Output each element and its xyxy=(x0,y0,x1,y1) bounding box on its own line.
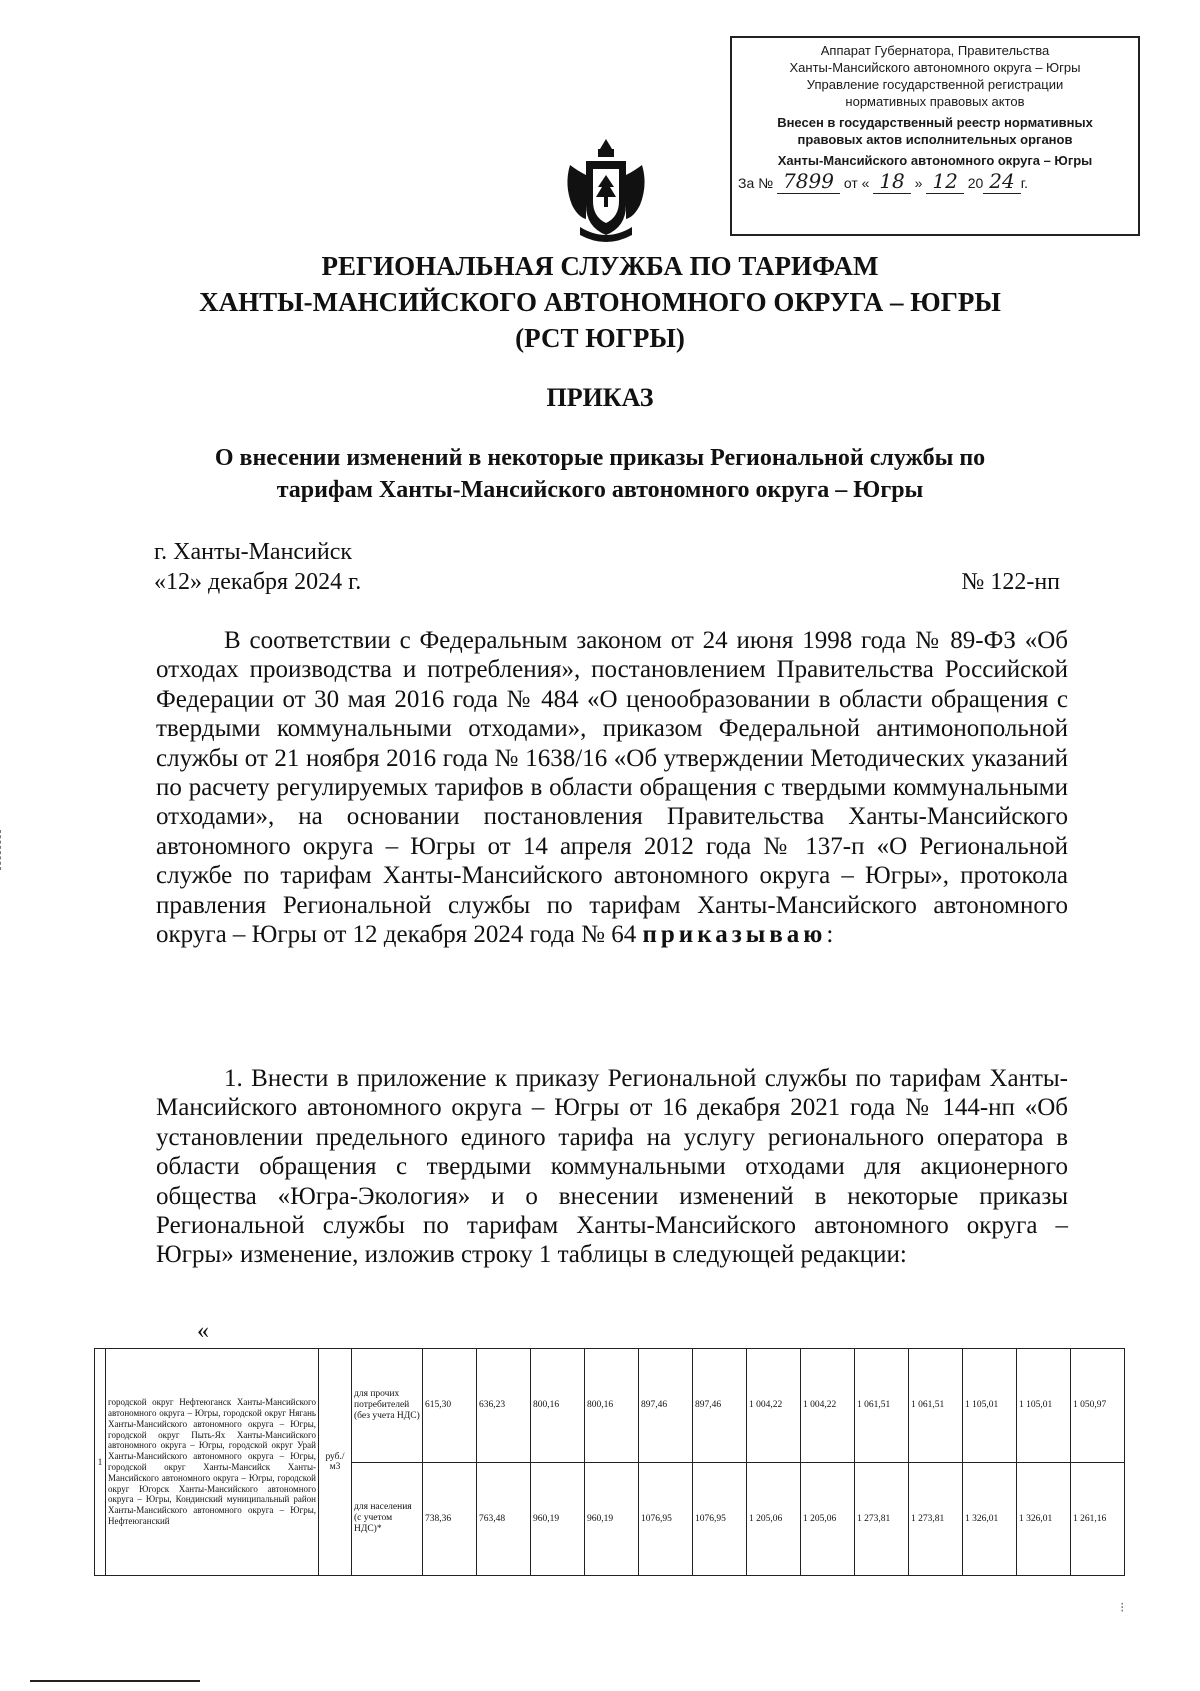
tariff-value: 738,36 xyxy=(423,1462,477,1576)
tariff-value: 1 004,22 xyxy=(801,1349,855,1463)
tariff-value: 615,30 xyxy=(423,1349,477,1463)
tariff-value: 1 061,51 xyxy=(909,1349,963,1463)
tariff-value: 1 105,01 xyxy=(963,1349,1017,1463)
stamp-line-2: Ханты-Мансийского автономного округа – Югры xyxy=(789,60,1081,75)
tariff-value: 960,19 xyxy=(585,1462,639,1576)
table-row xyxy=(95,1349,1125,1463)
tariff-value: 960,19 xyxy=(531,1462,585,1576)
order-heading: ПРИКАЗ xyxy=(546,383,654,412)
scan-artifact: ⁝ xyxy=(1120,1601,1125,1616)
unit-cell: руб./м3 xyxy=(319,1349,352,1576)
clause-1-paragraph: 1. Внести в приложение к приказу Региональной службы по тарифам Ханты-Мансийского автономного округа – Югры от 16 декабря 2021 года № 144-нп «Об установлении предельного единого тарифа на услугу регионального оператора в области обращения с твердыми коммунальными отходами для акционерного общества «Югра-Экология» и о внесении изменений в некоторые приказы Региональной службы по тарифам Ханты-Мансийского автономного округа – Югры» изменение, изложив строку 1 таблицы в следующей редакции: xyxy=(156,1065,1068,1269)
tariff-value: 1076,95 xyxy=(693,1462,747,1576)
stamp-reg-number: 7899 xyxy=(777,169,840,194)
registration-stamp xyxy=(730,36,1140,236)
coat-of-arms-icon xyxy=(560,135,652,245)
tariff-value: 1 273,81 xyxy=(909,1462,963,1576)
stamp-reg-prefix: За № xyxy=(738,175,774,191)
tariff-value: 897,46 xyxy=(639,1349,693,1463)
order-date: «12» декабря 2024 г. xyxy=(154,569,362,595)
stamp-line-7: Ханты-Мансийского автономного округа – Югры xyxy=(777,153,1093,168)
tariff-value: 1 326,01 xyxy=(963,1462,1017,1576)
footnote-divider xyxy=(30,1680,200,1682)
consumer-cell: для прочих потребителей (без учета НДС) xyxy=(352,1349,423,1463)
order-subject-line-2: тарифам Ханты-Мансийского автономного округа – Югры xyxy=(276,477,924,503)
tariff-value: 800,16 xyxy=(531,1349,585,1463)
order-subject-line-1: О внесении изменений в некоторые приказы Региональной службы по xyxy=(214,445,986,471)
preamble-text: В соответствии с Федеральным законом от 24 июня 1998 года № 89-ФЗ «Об отходах производства и потребления», постановлением Правительства Российской Федерации от 30 мая 2016 года № 484 «О ценообразовании в области обращения с твердыми коммунальными отходами», приказом Федеральной антимонопольной службы от 21 ноября 2016 года № 1638/16 «Об утверждении Методических указаний по расчету регулируемых тарифов в области обращения с твердыми коммунальными отходами», на основании постановления Правительства Ханты-Мансийского автономного округа – Югры от 14 апреля 2012 года № 137-п «О Региональной службе по тарифам Ханты-Мансийского автономного округа – Югры», протокола правления Региональной службы по тарифам Ханты-Мансийского автономного округа – Югры от 12 декабря 2024 года № 64 xyxy=(156,627,1068,949)
tariff-value: 636,23 xyxy=(477,1349,531,1463)
order-word: приказываю xyxy=(642,921,827,949)
stamp-reg-year: 24 xyxy=(983,169,1020,194)
tariff-value: 1 261,16 xyxy=(1071,1462,1125,1576)
preamble-paragraph xyxy=(156,626,1068,949)
tariff-value: 1 273,81 xyxy=(855,1462,909,1576)
row-number: 1 xyxy=(95,1349,106,1576)
agency-title-line-2: ХАНТЫ-МАНСИЙСКОГО АВТОНОМНОГО ОКРУГА – ЮГРЫ xyxy=(199,287,1001,317)
stamp-reg-day: 18 xyxy=(873,169,910,194)
tariff-value: 800,16 xyxy=(585,1349,639,1463)
stamp-line-3: Управление государственной регистрации xyxy=(806,77,1064,92)
stamp-reg-suffix: г. xyxy=(1020,175,1029,191)
tariff-value: 1 050,97 xyxy=(1071,1349,1125,1463)
tariff-value: 1 105,01 xyxy=(1017,1349,1071,1463)
stamp-reg-from: от « xyxy=(843,175,870,191)
stamp-line-1: Аппарат Губернатора, Правительства xyxy=(820,43,1050,58)
stamp-line-5: Внесен в государственный реестр нормативных xyxy=(777,115,1093,130)
stamp-line-6: правовых актов исполнительных органов xyxy=(797,132,1073,147)
tariff-value: 1076,95 xyxy=(639,1462,693,1576)
agency-title xyxy=(100,248,1100,356)
agency-title-line-3: (РСТ ЮГРЫ) xyxy=(515,323,685,353)
stamp-registration-line xyxy=(738,169,1132,193)
tariff-table xyxy=(94,1348,1125,1576)
stamp-line-4: нормативных правовых актов xyxy=(845,94,1025,109)
scan-margin-mark xyxy=(0,830,5,870)
territory-cell: городской округ Нефтеюганск Ханты-Мансийского автономного округа – Югры, городской округ Нягань Ханты-Мансийского автономного округа – Югры, городской округ Пыть-Ях Ханты-Мансийского автономного округа – Югры, городской округ Урай Ханты-Мансийского автономного округа – Югры, городской округ Ханты-Мансийск Ханты-Мансийского автономного округа – Югры, городской округ Югорск Ханты-Мансийского автономного округа – Югры, Кондинский муниципальный район Ханты-Мансийского автономного округа – Югры, Нефтеюганский xyxy=(106,1349,319,1576)
tariff-value: 1 205,06 xyxy=(801,1462,855,1576)
tariff-value: 897,46 xyxy=(693,1349,747,1463)
order-number: № 122-нп xyxy=(961,569,1060,595)
tariff-value: 763,48 xyxy=(477,1462,531,1576)
stamp-reg-mid: » xyxy=(914,175,923,191)
city: г. Ханты-Мансийск xyxy=(154,539,353,565)
tariff-value: 1 326,01 xyxy=(1017,1462,1071,1576)
quote-open: « xyxy=(197,1318,209,1344)
order-subject xyxy=(100,442,1100,506)
tariff-value: 1 004,22 xyxy=(747,1349,801,1463)
stamp-reg-month: 12 xyxy=(926,169,963,194)
tariff-value: 1 061,51 xyxy=(855,1349,909,1463)
tariff-value: 1 205,06 xyxy=(747,1462,801,1576)
stamp-reg-year-prefix: 20 xyxy=(967,175,984,191)
consumer-cell: для населения (с учетом НДС)* xyxy=(352,1462,423,1576)
preamble-colon: : xyxy=(826,921,834,949)
agency-title-line-1: РЕГИОНАЛЬНАЯ СЛУЖБА ПО ТАРИФАМ xyxy=(321,251,879,281)
